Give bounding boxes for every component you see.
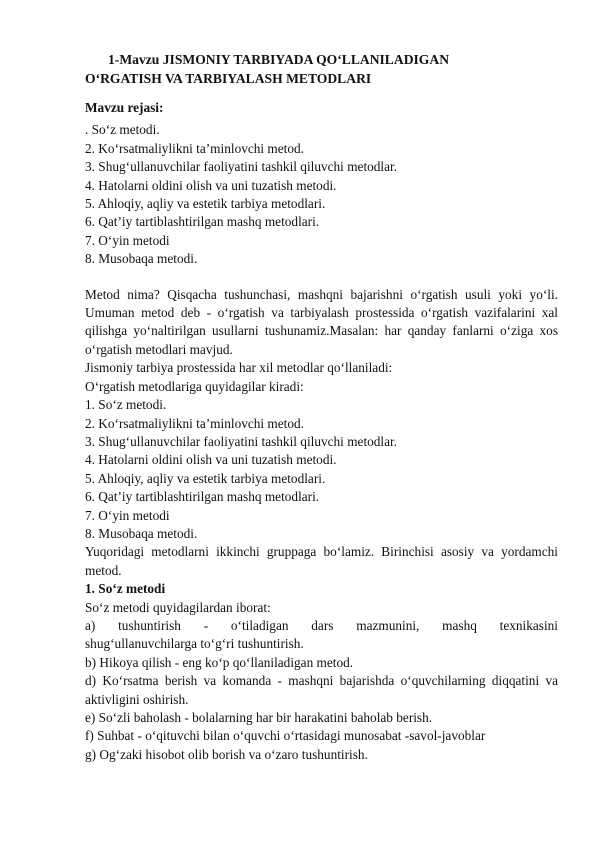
section-item: f) Suhbat - o‘qituvchi bilan o‘quvchi o‘rtasidagi munosabat -savol-javoblar — [85, 728, 486, 744]
method-item: 6. Qat’iy tartiblashtirilgan mashq metodlari. — [85, 489, 320, 505]
method-item: 5. Ahloqiy, aqliy va estetik tarbiya metodlari. — [85, 470, 326, 486]
intro-paragraph: Jismoniy tarbiya prostessida har xil metodlar qo‘llaniladi: — [85, 360, 393, 376]
plan-item: 4. Hatolarni oldini olish va uni tuzatish metodi. — [85, 177, 337, 193]
document-page — [85, 50, 558, 764]
title-line-2: O‘RGATISH VA TARBIYALASH METODLARI — [85, 71, 372, 86]
plan-item: 7. O‘yin metodi — [85, 232, 170, 248]
methods-list — [85, 396, 558, 543]
section-item-a-line: a) tushuntirish - o‘tiladigan dars mazmunini, mashq texnikasini — [85, 617, 558, 633]
section-lead: So‘z metodi quyidagilardan iborat: — [85, 599, 271, 615]
method-item: 1. So‘z metodi. — [85, 397, 167, 413]
plan-heading: Mavzu rejasi: — [85, 100, 164, 115]
section-item: b) Hikoya qilish - eng ko‘p qo‘llaniladigan metod. — [85, 654, 354, 670]
section-item: e) So‘zli baholash - bolalarning har bir harakatini baholab berish. — [85, 710, 433, 725]
document-title — [85, 50, 558, 88]
method-item: 8. Musobaqa metodi. — [85, 525, 198, 541]
section-item: g) Og‘zaki hisobot olib borish va o‘zaro tushuntirish. — [85, 746, 368, 762]
method-item: 2. Ko‘rsatmaliylikni ta’minlovchi metod. — [85, 415, 304, 431]
plan-item: 8. Musobaqa metodi. — [85, 251, 198, 267]
plan-item: 3. Shug‘ullanuvchilar faoliyatini tashkil qiluvchi metodlar. — [85, 159, 398, 175]
plan-list — [85, 121, 558, 268]
intro-paragraph: Metod nima? Qisqacha tushunchasi, mashqni bajarishni o‘rgatish usuli yoki yo‘li. Umuman metod deb - o‘rgatish va tarbiyalash prostessida o‘rgatish vazifalarini xal qilishga yo‘naltirilgan usullarni tushunamiz.Masalan: har qanday fanlarni o‘ziga xos o‘rgatish metodlari mavjud. — [85, 286, 558, 357]
intro-paragraph: O‘rgatish metodlariga quyidagilar kiradi: — [85, 378, 304, 394]
section-item-a-line: shug‘ullanuvchilarga to‘g‘ri tushuntirish. — [85, 636, 304, 652]
plan-item: . So‘z metodi. — [85, 122, 160, 138]
method-item: 7. O‘yin metodi — [85, 507, 170, 523]
section-item: d) Ko‘rsatma berish va komanda - mashqni bajarishda o‘quvchilarning diqqatini va aktivligini oshirish. — [85, 673, 558, 707]
plan-item: 5. Ahloqiy, aqliy va estetik tarbiya metodlari. — [85, 196, 326, 212]
plan-item: 2. Ko‘rsatmaliylikni ta’minlovchi metod. — [85, 140, 304, 156]
method-item: 3. Shug‘ullanuvchilar faoliyatini tashkil qiluvchi metodlar. — [85, 433, 398, 449]
plan-item: 6. Qat’iy tartiblashtirilgan mashq metodlari. — [85, 214, 320, 230]
title-line-1: 1-Mavzu JISMONIY TARBIYADA QO‘LLANILADIGAN — [108, 52, 450, 67]
section-heading: 1. So‘z metodi — [85, 581, 166, 597]
groups-paragraph: Yuqoridagi metodlarni ikkinchi gruppaga bo‘lamiz. Birinchisi asosiy va yordamchi metod. — [85, 544, 558, 578]
method-item: 4. Hatolarni oldini olish va uni tuzatish metodi. — [85, 452, 337, 468]
